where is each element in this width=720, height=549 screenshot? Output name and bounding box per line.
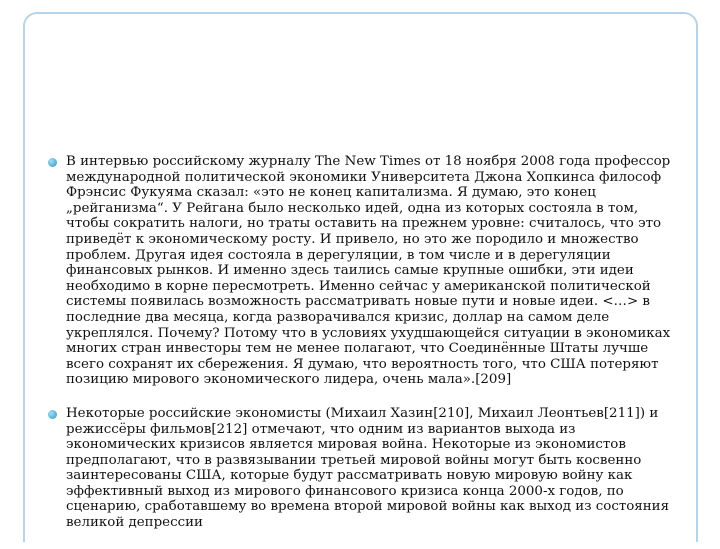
bullet-text: В интервью российскому журналу The New Times от 18 ноября 2008 года профессор международной политической экономики Университета Джона Хопкинса философ Фрэнсис Фукуяма сказал: «это не конец капитализма. Я думаю, это конец „рейганизма“. У Рейгана было несколько идей, одна из которых состояла в том, чтобы сократить налоги, но траты оставить на прежнем уровне: считалось, что это приведёт к экономическому росту. И привело, но это же породило и множество проблем. Другая идея состояла в дерегуляции, в том числе и в дерегуляции финансовых рынков. И именно здесь таились самые крупные ошибки, эти идеи необходимо в корне пересмотреть. Именно сейчас у американской политической системы появилась возможность рассматривать новые пути и новые идеи. <…> в последние два месяца, когда разворачивался кризис, доллар на самом деле укреплялся. Почему? Потому что в условиях ухудшающейся ситуации в экономиках многих стран инвесторы тем не менее полагают, что Соединённые Штаты лучше всего сохранят их сбережения. Я думаю, что вероятность того, что США потеряют позицию мирового экономического лидера, очень мала».[209] [66,154,671,388]
bullet-text: Некоторые российские экономисты (Михаил Хазин[210], Михаил Леонтьев[211]) и режиссёры фильмов[212] отмечают, что одним из вариантов выхода из экономических кризисов является мировая война. Некоторые из экономистов предполагают, что в развязывании третьей мировой войны могут быть косвенно заинтересованы США, которые будут рассматривать новую мировую войну как эффективный выход из мирового финансового кризиса конца 2000-х годов, по сценарию, сработавшему во времена второй мировой войны как выход из состояния великой депрессии [66,405,670,531]
bullet-dot-icon [48,158,57,167]
bullet-item-world-war [44,406,684,531]
bullet-dot-icon [48,410,57,419]
bullet-list [44,154,684,549]
bullet-item-fukuyama [44,154,684,388]
